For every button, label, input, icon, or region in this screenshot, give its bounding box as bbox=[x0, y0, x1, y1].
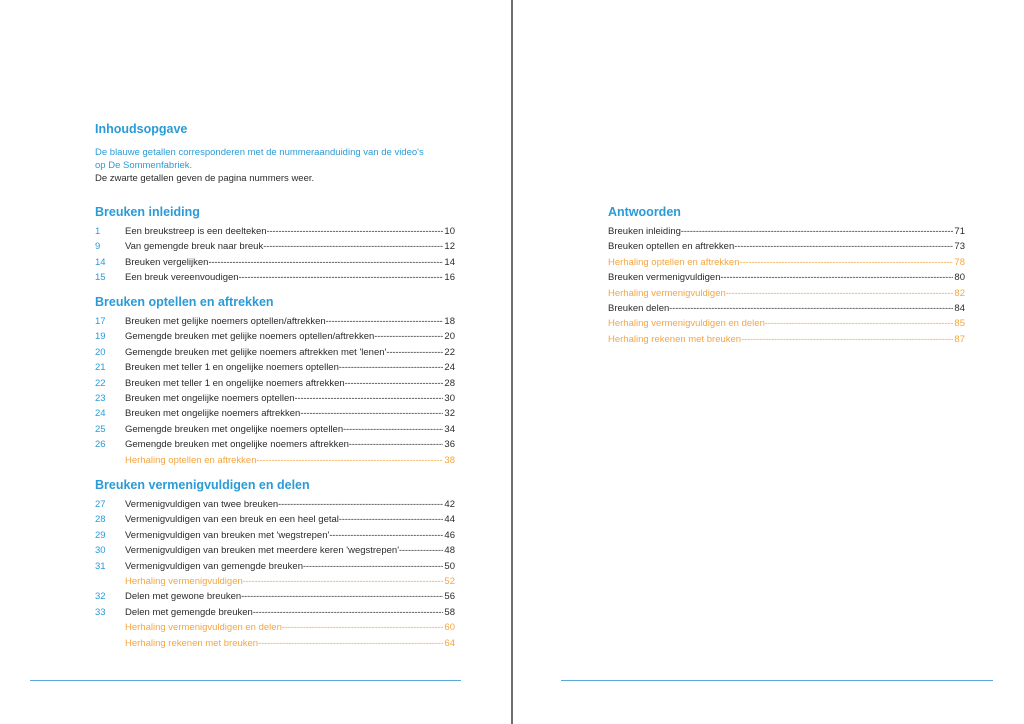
entry-title: Vermenigvuldigen van breuken met 'wegstrepen' bbox=[125, 529, 330, 541]
entry-title: Herhaling vermenigvuldigen en delen bbox=[608, 318, 765, 330]
entry-title: Herhaling optellen en aftrekken bbox=[608, 256, 740, 268]
video-number: 22 bbox=[95, 377, 106, 389]
video-number: 21 bbox=[95, 362, 106, 374]
page-number: 42 bbox=[444, 499, 455, 510]
page-number: 18 bbox=[444, 316, 455, 327]
answers-title: Antwoorden bbox=[608, 205, 681, 219]
entry-title: Breuken met ongelijke noemers optellen bbox=[125, 392, 295, 404]
section-antwoorden bbox=[608, 204, 965, 347]
section-entries bbox=[95, 497, 455, 651]
video-number: 27 bbox=[95, 499, 106, 510]
page-number: 84 bbox=[954, 302, 965, 314]
toc-review-entry[interactable] bbox=[95, 636, 455, 651]
video-number: 15 bbox=[95, 272, 106, 284]
toc-title: Inhoudsopgave bbox=[95, 122, 188, 136]
toc-entry[interactable] bbox=[95, 497, 455, 512]
dot-leader bbox=[278, 497, 443, 512]
toc-review-entry[interactable] bbox=[95, 574, 455, 589]
toc-entry[interactable] bbox=[608, 301, 965, 316]
entry-title: Delen met gewone breuken bbox=[125, 591, 242, 603]
entry-title: Herhaling vermenigvuldigen bbox=[125, 575, 243, 587]
section-title: Breuken vermenigvuldigen en delen bbox=[95, 478, 310, 492]
section-breuken-optellen-aftrekken bbox=[95, 294, 455, 468]
video-number: 28 bbox=[95, 514, 106, 526]
video-number: 1 bbox=[95, 226, 101, 237]
page-number: 50 bbox=[444, 560, 455, 572]
entry-title: Gemengde breuken met ongelijke noemers aftrekken bbox=[125, 439, 349, 451]
section-breuken-inleiding bbox=[95, 204, 455, 286]
video-number: 31 bbox=[95, 560, 106, 572]
toc-review-entry[interactable] bbox=[608, 332, 965, 347]
page-number: 28 bbox=[444, 377, 455, 389]
dot-leader bbox=[343, 422, 443, 437]
dot-leader bbox=[720, 270, 953, 285]
dot-leader bbox=[765, 316, 954, 331]
entry-title: Breuken met teller 1 en ongelijke noemers optellen bbox=[125, 362, 339, 374]
toc-entry[interactable] bbox=[95, 589, 455, 604]
entry-title: Gemengde breuken met gelijke noemers optellen/aftrekken bbox=[125, 331, 375, 343]
dot-leader bbox=[303, 559, 443, 574]
toc-entry[interactable] bbox=[95, 345, 455, 360]
entry-title: Vermenigvuldigen van gemengde breuken bbox=[125, 560, 303, 572]
section-entries bbox=[95, 224, 455, 286]
toc-entry[interactable] bbox=[608, 270, 965, 285]
page-number: 64 bbox=[444, 637, 455, 649]
section-title: Breuken inleiding bbox=[95, 205, 200, 219]
toc-entry[interactable] bbox=[95, 528, 455, 543]
page-number: 80 bbox=[954, 272, 965, 284]
video-number: 30 bbox=[95, 545, 106, 557]
dot-leader bbox=[741, 332, 953, 347]
video-number: 29 bbox=[95, 529, 106, 541]
dot-leader bbox=[386, 345, 443, 360]
video-number: 14 bbox=[95, 256, 106, 268]
entry-title: Breuken vermenigvuldigen bbox=[608, 272, 721, 284]
entry-title: Herhaling rekenen met breuken bbox=[608, 333, 742, 345]
dot-leader bbox=[726, 286, 954, 301]
intro-black-text: De zwarte getallen geven de pagina nummers weer. bbox=[95, 173, 315, 184]
video-number: 23 bbox=[95, 392, 106, 404]
dot-leader bbox=[669, 301, 953, 316]
page-number: 82 bbox=[954, 287, 965, 299]
dot-leader bbox=[263, 239, 443, 254]
video-number: 17 bbox=[95, 316, 106, 327]
page-number: 10 bbox=[444, 226, 455, 237]
toc-review-entry[interactable] bbox=[95, 620, 455, 635]
left-page bbox=[0, 0, 511, 724]
page-number: 71 bbox=[954, 226, 965, 237]
entry-title: Herhaling vermenigvuldigen bbox=[608, 287, 726, 299]
video-number: 25 bbox=[95, 423, 106, 435]
dot-leader bbox=[300, 406, 443, 421]
entry-title: Herhaling optellen en aftrekken bbox=[125, 454, 257, 466]
page-number: 30 bbox=[444, 392, 455, 404]
footer-rule bbox=[561, 680, 993, 681]
dot-leader bbox=[329, 528, 443, 543]
page-number: 44 bbox=[444, 514, 455, 526]
video-number: 9 bbox=[95, 241, 101, 253]
page-number: 56 bbox=[444, 591, 455, 603]
page-number: 16 bbox=[444, 272, 455, 284]
entry-title: Breuken delen bbox=[608, 302, 670, 314]
dot-leader bbox=[349, 437, 444, 452]
page-number: 22 bbox=[444, 346, 455, 358]
page-number: 12 bbox=[444, 241, 455, 253]
video-number: 20 bbox=[95, 346, 106, 358]
entry-title: Vermenigvuldigen van een breuk en een heel getal bbox=[125, 514, 339, 526]
dot-leader bbox=[740, 255, 954, 270]
video-number: 26 bbox=[95, 439, 106, 451]
page-number: 87 bbox=[954, 333, 965, 345]
dot-leader bbox=[339, 512, 444, 527]
toc-review-entry[interactable] bbox=[608, 316, 965, 331]
dot-leader bbox=[257, 453, 444, 468]
entry-title: Breuken met ongelijke noemers aftrekken bbox=[125, 408, 301, 420]
toc-entry[interactable] bbox=[95, 512, 455, 527]
entry-title: Gemengde breuken met ongelijke noemers optellen bbox=[125, 423, 344, 435]
dot-leader bbox=[734, 239, 953, 254]
toc-entry[interactable] bbox=[95, 559, 455, 574]
toc-entry[interactable] bbox=[95, 605, 455, 620]
page-number: 34 bbox=[444, 423, 455, 435]
entry-title: Breuken met gelijke noemers optellen/aftrekken bbox=[125, 316, 326, 327]
page-number: 48 bbox=[444, 545, 455, 557]
entry-title: Breuken inleiding bbox=[608, 226, 681, 237]
toc-review-entry[interactable] bbox=[95, 453, 455, 468]
page-number: 73 bbox=[954, 241, 965, 253]
toc-entry[interactable] bbox=[95, 239, 455, 254]
dot-leader bbox=[282, 620, 444, 635]
toc-entry[interactable] bbox=[95, 406, 455, 421]
page-number: 60 bbox=[444, 622, 455, 634]
dot-leader bbox=[239, 270, 444, 285]
entry-title: Een breuk vereenvoudigen bbox=[125, 272, 239, 284]
toc-entry[interactable] bbox=[95, 224, 455, 239]
toc-entry[interactable] bbox=[95, 314, 455, 329]
page-number: 24 bbox=[444, 362, 455, 374]
toc-entry[interactable] bbox=[608, 224, 965, 239]
dot-leader bbox=[208, 255, 443, 270]
page-number: 46 bbox=[444, 529, 455, 541]
video-number: 24 bbox=[95, 408, 106, 420]
entry-title: Herhaling rekenen met breuken bbox=[125, 637, 259, 649]
page-number: 14 bbox=[444, 256, 455, 268]
toc-review-entry[interactable] bbox=[608, 255, 965, 270]
page-number: 38 bbox=[444, 454, 455, 466]
toc-entry[interactable] bbox=[95, 543, 455, 558]
toc-intro bbox=[95, 146, 435, 185]
toc-entry[interactable] bbox=[95, 255, 455, 270]
entry-title: Vermenigvuldigen van breuken met meerdere keren 'wegstrepen' bbox=[125, 545, 400, 557]
entry-title: Breuken met teller 1 en ongelijke noemers aftrekken bbox=[125, 377, 345, 389]
toc-entry[interactable] bbox=[95, 270, 455, 285]
section-title: Breuken optellen en aftrekken bbox=[95, 295, 274, 309]
right-page bbox=[513, 0, 1024, 724]
page-number: 52 bbox=[444, 575, 455, 587]
toc-entry[interactable] bbox=[95, 329, 455, 344]
dot-leader bbox=[326, 314, 444, 329]
entry-title: Delen met gemengde breuken bbox=[125, 606, 253, 618]
dot-leader bbox=[258, 636, 443, 651]
entry-title: Breuken vergelijken bbox=[125, 256, 209, 268]
video-number: 32 bbox=[95, 591, 106, 603]
dot-leader bbox=[345, 376, 444, 391]
answers-entries bbox=[608, 224, 965, 347]
toc-entry[interactable] bbox=[95, 391, 455, 406]
toc-review-entry[interactable] bbox=[608, 286, 965, 301]
entry-title: Vermenigvuldigen van twee breuken bbox=[125, 499, 279, 510]
footer-rule bbox=[30, 680, 461, 681]
entry-title: Breuken optellen en aftrekken bbox=[608, 241, 735, 253]
entry-title: Een breukstreep is een deelteken bbox=[125, 226, 267, 237]
dot-leader bbox=[399, 543, 443, 558]
dot-leader bbox=[374, 329, 443, 344]
entry-title: Herhaling vermenigvuldigen en delen bbox=[125, 622, 282, 634]
video-number: 19 bbox=[95, 331, 106, 343]
dot-leader bbox=[243, 574, 444, 589]
dot-leader bbox=[339, 360, 444, 375]
dot-leader bbox=[253, 605, 444, 620]
page-number: 85 bbox=[954, 318, 965, 330]
page-number: 36 bbox=[444, 439, 455, 451]
dot-leader bbox=[681, 224, 954, 239]
page-number: 20 bbox=[444, 331, 455, 343]
entry-title: Gemengde breuken met gelijke noemers aftrekken met 'lenen' bbox=[125, 346, 387, 358]
page-number: 58 bbox=[444, 606, 455, 618]
toc-entry[interactable] bbox=[95, 437, 455, 452]
toc-entry[interactable] bbox=[95, 360, 455, 375]
video-number: 33 bbox=[95, 606, 106, 618]
page-number: 32 bbox=[444, 408, 455, 420]
page-number: 78 bbox=[954, 256, 965, 268]
section-entries bbox=[95, 314, 455, 468]
toc-entry[interactable] bbox=[95, 422, 455, 437]
intro-blue-text: De blauwe getallen corresponderen met de nummeraanduiding van de video's op De Sommenfabriek. bbox=[95, 147, 424, 171]
section-breuken-vermenigvuldigen-delen bbox=[95, 477, 455, 651]
toc-entry[interactable] bbox=[608, 239, 965, 254]
entry-title: Van gemengde breuk naar breuk bbox=[125, 241, 264, 253]
dot-leader bbox=[295, 391, 444, 406]
dot-leader bbox=[241, 589, 443, 604]
toc-entry[interactable] bbox=[95, 376, 455, 391]
dot-leader bbox=[267, 224, 444, 239]
